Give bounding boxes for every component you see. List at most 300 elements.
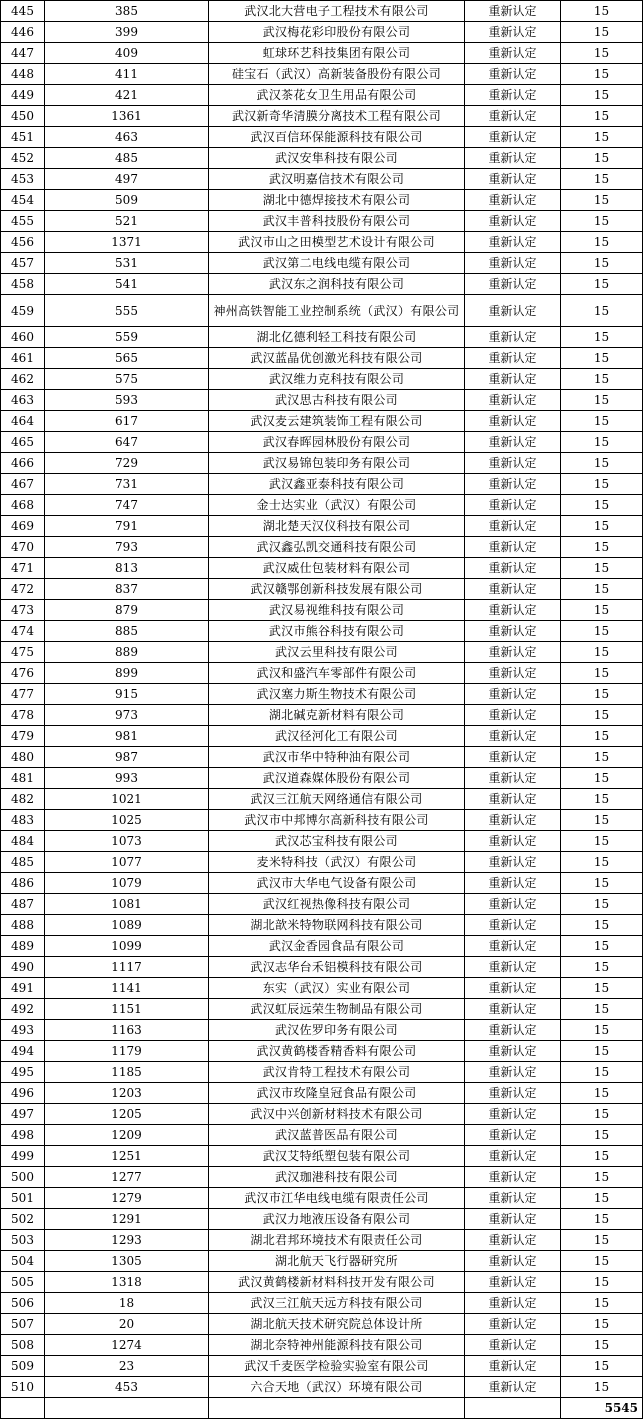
row-index-cell: 445 — [1, 1, 45, 22]
company-name-cell: 武汉易锦包装印务有限公司 — [209, 453, 465, 474]
status-cell: 重新认定 — [465, 663, 561, 684]
score-cell: 15 — [561, 1, 643, 22]
row-index-cell: 462 — [1, 369, 45, 390]
code-cell: 647 — [45, 432, 209, 453]
table-row — [1, 369, 643, 390]
row-index-cell: 474 — [1, 621, 45, 642]
code-cell: 1205 — [45, 1104, 209, 1125]
code-cell: 1185 — [45, 1062, 209, 1083]
code-cell: 731 — [45, 474, 209, 495]
row-index-cell: 479 — [1, 726, 45, 747]
score-cell: 15 — [561, 390, 643, 411]
score-cell: 15 — [561, 453, 643, 474]
code-cell: 981 — [45, 726, 209, 747]
table-row — [1, 211, 643, 232]
code-cell: 1293 — [45, 1230, 209, 1251]
row-index-cell: 466 — [1, 453, 45, 474]
company-name-cell: 武汉威仕包装材料有限公司 — [209, 558, 465, 579]
total-score-cell: 5545 — [561, 1398, 643, 1419]
row-index-cell: 456 — [1, 232, 45, 253]
code-cell: 729 — [45, 453, 209, 474]
company-name-cell: 武汉北大营电子工程技术有限公司 — [209, 1, 465, 22]
code-cell: 1318 — [45, 1272, 209, 1293]
status-cell: 重新认定 — [465, 190, 561, 211]
score-cell: 15 — [561, 43, 643, 64]
code-cell: 23 — [45, 1356, 209, 1377]
status-cell: 重新认定 — [465, 789, 561, 810]
status-cell: 重新认定 — [465, 1377, 561, 1398]
score-cell: 15 — [561, 957, 643, 978]
row-index-cell: 488 — [1, 915, 45, 936]
row-index-cell: 507 — [1, 1314, 45, 1335]
code-cell: 399 — [45, 22, 209, 43]
table-row — [1, 1, 643, 22]
table-row — [1, 474, 643, 495]
status-cell: 重新认定 — [465, 327, 561, 348]
table-row — [1, 999, 643, 1020]
score-cell: 15 — [561, 64, 643, 85]
score-cell: 15 — [561, 978, 643, 999]
company-name-cell: 武汉安隼科技有限公司 — [209, 148, 465, 169]
code-cell: 899 — [45, 663, 209, 684]
company-name-cell: 武汉塞力斯生物技术有限公司 — [209, 684, 465, 705]
table-row — [1, 1188, 643, 1209]
code-cell: 411 — [45, 64, 209, 85]
row-index-cell: 448 — [1, 64, 45, 85]
code-cell: 1361 — [45, 106, 209, 127]
score-cell: 15 — [561, 558, 643, 579]
code-cell: 593 — [45, 390, 209, 411]
score-cell: 15 — [561, 1209, 643, 1230]
score-cell: 15 — [561, 253, 643, 274]
table-row — [1, 253, 643, 274]
company-name-cell: 武汉市大华电气设备有限公司 — [209, 873, 465, 894]
table-row — [1, 148, 643, 169]
status-cell: 重新认定 — [465, 978, 561, 999]
status-cell: 重新认定 — [465, 1146, 561, 1167]
code-cell: 915 — [45, 684, 209, 705]
table-row — [1, 642, 643, 663]
table-row — [1, 327, 643, 348]
row-index-cell: 500 — [1, 1167, 45, 1188]
row-index-cell: 505 — [1, 1272, 45, 1293]
table-row — [1, 43, 643, 64]
status-cell: 重新认定 — [465, 558, 561, 579]
company-name-cell: 湖北歆米特物联网科技有限公司 — [209, 915, 465, 936]
score-cell: 15 — [561, 190, 643, 211]
code-cell: 463 — [45, 127, 209, 148]
company-name-cell: 武汉梅花彩印股份有限公司 — [209, 22, 465, 43]
code-cell: 1163 — [45, 1020, 209, 1041]
table-row — [1, 705, 643, 726]
table-row — [1, 663, 643, 684]
status-cell: 重新认定 — [465, 579, 561, 600]
score-cell: 15 — [561, 1041, 643, 1062]
code-cell: 1305 — [45, 1251, 209, 1272]
status-cell: 重新认定 — [465, 600, 561, 621]
company-name-cell: 武汉黄鹤楼香精香料有限公司 — [209, 1041, 465, 1062]
company-name-cell: 武汉维力克科技有限公司 — [209, 369, 465, 390]
company-name-cell: 武汉丰普科技股份有限公司 — [209, 211, 465, 232]
table-row — [1, 810, 643, 831]
company-name-cell: 神州高铁智能工业控制系统（武汉）有限公司 — [209, 295, 465, 327]
score-cell: 15 — [561, 495, 643, 516]
status-cell: 重新认定 — [465, 915, 561, 936]
company-name-cell: 武汉易视维科技有限公司 — [209, 600, 465, 621]
row-index-cell: 482 — [1, 789, 45, 810]
status-cell: 重新认定 — [465, 348, 561, 369]
score-cell: 15 — [561, 85, 643, 106]
status-cell: 重新认定 — [465, 873, 561, 894]
row-index-cell: 487 — [1, 894, 45, 915]
score-cell: 15 — [561, 1167, 643, 1188]
score-cell: 15 — [561, 169, 643, 190]
status-cell: 重新认定 — [465, 369, 561, 390]
table-row — [1, 190, 643, 211]
score-cell: 15 — [561, 1314, 643, 1335]
status-cell: 重新认定 — [465, 747, 561, 768]
row-index-cell: 503 — [1, 1230, 45, 1251]
table-row — [1, 894, 643, 915]
table-row — [1, 579, 643, 600]
score-cell: 15 — [561, 852, 643, 873]
table-row — [1, 274, 643, 295]
status-cell: 重新认定 — [465, 999, 561, 1020]
score-cell: 15 — [561, 915, 643, 936]
code-cell: 421 — [45, 85, 209, 106]
row-index-cell: 455 — [1, 211, 45, 232]
score-cell: 15 — [561, 999, 643, 1020]
score-cell: 15 — [561, 1188, 643, 1209]
table-row — [1, 537, 643, 558]
score-cell: 15 — [561, 1293, 643, 1314]
company-name-cell: 武汉肯特工程技术有限公司 — [209, 1062, 465, 1083]
score-cell: 15 — [561, 579, 643, 600]
company-name-cell: 东实（武汉）实业有限公司 — [209, 978, 465, 999]
status-cell: 重新认定 — [465, 295, 561, 327]
code-cell: 1025 — [45, 810, 209, 831]
score-cell: 15 — [561, 1251, 643, 1272]
row-index-cell: 490 — [1, 957, 45, 978]
score-cell: 15 — [561, 894, 643, 915]
score-cell: 15 — [561, 1146, 643, 1167]
company-name-cell: 武汉市华中特种油有限公司 — [209, 747, 465, 768]
code-cell: 879 — [45, 600, 209, 621]
company-name-cell: 武汉蓝晶优创激光科技有限公司 — [209, 348, 465, 369]
table-row — [1, 852, 643, 873]
company-name-cell: 武汉珈港科技有限公司 — [209, 1167, 465, 1188]
table-row — [1, 1377, 643, 1398]
code-cell: 987 — [45, 747, 209, 768]
row-index-cell: 457 — [1, 253, 45, 274]
company-name-cell: 武汉市江华电线电缆有限责任公司 — [209, 1188, 465, 1209]
score-cell: 15 — [561, 474, 643, 495]
row-index-cell: 506 — [1, 1293, 45, 1314]
company-name-cell: 武汉赣鄂创新科技发展有限公司 — [209, 579, 465, 600]
score-cell: 15 — [561, 148, 643, 169]
table-row — [1, 22, 643, 43]
table-row — [1, 1251, 643, 1272]
company-name-cell: 武汉蓝普医品有限公司 — [209, 1125, 465, 1146]
table-row — [1, 64, 643, 85]
row-index-cell: 484 — [1, 831, 45, 852]
company-name-cell: 武汉茶花女卫生用品有限公司 — [209, 85, 465, 106]
score-cell: 15 — [561, 747, 643, 768]
table-row — [1, 1167, 643, 1188]
company-name-cell: 湖北航天技术研究院总体设计所 — [209, 1314, 465, 1335]
status-cell: 重新认定 — [465, 1356, 561, 1377]
status-cell: 重新认定 — [465, 411, 561, 432]
code-cell: 18 — [45, 1293, 209, 1314]
status-cell: 重新认定 — [465, 453, 561, 474]
score-cell: 15 — [561, 684, 643, 705]
score-cell: 15 — [561, 411, 643, 432]
status-cell: 重新认定 — [465, 894, 561, 915]
code-cell: 791 — [45, 516, 209, 537]
company-name-cell: 虹球环艺科技集团有限公司 — [209, 43, 465, 64]
empty-cell — [1, 1398, 45, 1419]
score-cell: 15 — [561, 1062, 643, 1083]
empty-cell — [465, 1398, 561, 1419]
score-cell: 15 — [561, 327, 643, 348]
row-index-cell: 451 — [1, 127, 45, 148]
company-name-cell: 武汉黄鹤楼新材料科技开发有限公司 — [209, 1272, 465, 1293]
code-cell: 1274 — [45, 1335, 209, 1356]
score-cell: 15 — [561, 831, 643, 852]
status-cell: 重新认定 — [465, 684, 561, 705]
table-row — [1, 726, 643, 747]
row-index-cell: 509 — [1, 1356, 45, 1377]
company-name-cell: 武汉鑫弘凯交通科技有限公司 — [209, 537, 465, 558]
code-cell: 531 — [45, 253, 209, 274]
company-name-cell: 武汉和盛汽车零部件有限公司 — [209, 663, 465, 684]
code-cell: 453 — [45, 1377, 209, 1398]
row-index-cell: 497 — [1, 1104, 45, 1125]
company-name-cell: 六合天地（武汉）环境有限公司 — [209, 1377, 465, 1398]
code-cell: 993 — [45, 768, 209, 789]
row-index-cell: 465 — [1, 432, 45, 453]
row-index-cell: 480 — [1, 747, 45, 768]
row-index-cell: 464 — [1, 411, 45, 432]
table-row — [1, 1041, 643, 1062]
status-cell: 重新认定 — [465, 516, 561, 537]
company-name-cell: 武汉明嘉信技术有限公司 — [209, 169, 465, 190]
status-cell: 重新认定 — [465, 642, 561, 663]
status-cell: 重新认定 — [465, 85, 561, 106]
table-row — [1, 348, 643, 369]
row-index-cell: 499 — [1, 1146, 45, 1167]
status-cell: 重新认定 — [465, 1104, 561, 1125]
table-row — [1, 1230, 643, 1251]
row-index-cell: 454 — [1, 190, 45, 211]
company-name-cell: 武汉鑫亚泰科技有限公司 — [209, 474, 465, 495]
status-cell: 重新认定 — [465, 232, 561, 253]
score-cell: 15 — [561, 1356, 643, 1377]
code-cell: 617 — [45, 411, 209, 432]
row-index-cell: 471 — [1, 558, 45, 579]
table-row — [1, 169, 643, 190]
status-cell: 重新认定 — [465, 1272, 561, 1293]
table-row — [1, 873, 643, 894]
score-cell: 15 — [561, 768, 643, 789]
status-cell: 重新认定 — [465, 810, 561, 831]
table-row — [1, 915, 643, 936]
status-cell: 重新认定 — [465, 1251, 561, 1272]
score-cell: 15 — [561, 516, 643, 537]
row-index-cell: 494 — [1, 1041, 45, 1062]
company-name-cell: 武汉红视热像科技有限公司 — [209, 894, 465, 915]
table-row — [1, 747, 643, 768]
table-row — [1, 1083, 643, 1104]
status-cell: 重新认定 — [465, 274, 561, 295]
company-name-cell: 金士达实业（武汉）有限公司 — [209, 495, 465, 516]
score-cell: 15 — [561, 705, 643, 726]
status-cell: 重新认定 — [465, 169, 561, 190]
code-cell: 385 — [45, 1, 209, 22]
status-cell: 重新认定 — [465, 537, 561, 558]
row-index-cell: 452 — [1, 148, 45, 169]
company-name-cell: 硅宝石（武汉）高新装备股份有限公司 — [209, 64, 465, 85]
code-cell: 509 — [45, 190, 209, 211]
row-index-cell: 491 — [1, 978, 45, 999]
status-cell: 重新认定 — [465, 1083, 561, 1104]
score-cell: 15 — [561, 663, 643, 684]
code-cell: 409 — [45, 43, 209, 64]
status-cell: 重新认定 — [465, 495, 561, 516]
company-name-cell: 武汉市熊谷科技有限公司 — [209, 621, 465, 642]
company-name-cell: 麦米特科技（武汉）有限公司 — [209, 852, 465, 873]
table-row — [1, 621, 643, 642]
status-cell: 重新认定 — [465, 1062, 561, 1083]
code-cell: 541 — [45, 274, 209, 295]
row-index-cell: 472 — [1, 579, 45, 600]
row-index-cell: 508 — [1, 1335, 45, 1356]
table-row — [1, 106, 643, 127]
row-index-cell: 458 — [1, 274, 45, 295]
company-name-cell: 武汉东之润科技有限公司 — [209, 274, 465, 295]
score-cell: 15 — [561, 726, 643, 747]
status-cell: 重新认定 — [465, 936, 561, 957]
table-row — [1, 295, 643, 327]
status-cell: 重新认定 — [465, 957, 561, 978]
table-row — [1, 232, 643, 253]
status-cell: 重新认定 — [465, 1188, 561, 1209]
empty-cell — [45, 1398, 209, 1419]
score-cell: 15 — [561, 232, 643, 253]
status-cell: 重新认定 — [465, 127, 561, 148]
row-index-cell: 477 — [1, 684, 45, 705]
code-cell: 1277 — [45, 1167, 209, 1188]
company-name-cell: 武汉道森媒体股份有限公司 — [209, 768, 465, 789]
status-cell: 重新认定 — [465, 22, 561, 43]
table-row — [1, 1272, 643, 1293]
row-index-cell: 450 — [1, 106, 45, 127]
score-cell: 15 — [561, 789, 643, 810]
row-index-cell: 470 — [1, 537, 45, 558]
status-cell: 重新认定 — [465, 852, 561, 873]
status-cell: 重新认定 — [465, 1293, 561, 1314]
table-row — [1, 789, 643, 810]
code-cell: 1251 — [45, 1146, 209, 1167]
row-index-cell: 478 — [1, 705, 45, 726]
row-index-cell: 483 — [1, 810, 45, 831]
table-row — [1, 558, 643, 579]
company-name-cell: 湖北君邦环境技术有限责任公司 — [209, 1230, 465, 1251]
table-row — [1, 1293, 643, 1314]
score-cell: 15 — [561, 1377, 643, 1398]
score-cell: 15 — [561, 22, 643, 43]
score-cell: 15 — [561, 106, 643, 127]
table-row — [1, 684, 643, 705]
status-cell: 重新认定 — [465, 106, 561, 127]
status-cell: 重新认定 — [465, 1230, 561, 1251]
score-cell: 15 — [561, 1083, 643, 1104]
score-cell: 15 — [561, 369, 643, 390]
code-cell: 1079 — [45, 873, 209, 894]
table-row — [1, 1062, 643, 1083]
row-index-cell: 492 — [1, 999, 45, 1020]
table-row — [1, 1020, 643, 1041]
row-index-cell: 459 — [1, 295, 45, 327]
status-cell: 重新认定 — [465, 64, 561, 85]
company-name-cell: 武汉麦云建筑装饰工程有限公司 — [209, 411, 465, 432]
status-cell: 重新认定 — [465, 1335, 561, 1356]
row-index-cell: 504 — [1, 1251, 45, 1272]
company-name-cell: 武汉径河化工有限公司 — [209, 726, 465, 747]
row-index-cell: 489 — [1, 936, 45, 957]
code-cell: 813 — [45, 558, 209, 579]
code-cell: 1073 — [45, 831, 209, 852]
status-cell: 重新认定 — [465, 1, 561, 22]
row-index-cell: 475 — [1, 642, 45, 663]
company-name-cell: 武汉艾特纸塑包装有限公司 — [209, 1146, 465, 1167]
code-cell: 1291 — [45, 1209, 209, 1230]
row-index-cell: 510 — [1, 1377, 45, 1398]
score-cell: 15 — [561, 1104, 643, 1125]
company-name-cell: 武汉力地液压设备有限公司 — [209, 1209, 465, 1230]
row-index-cell: 476 — [1, 663, 45, 684]
status-cell: 重新认定 — [465, 621, 561, 642]
table-row — [1, 1356, 643, 1377]
row-index-cell: 496 — [1, 1083, 45, 1104]
company-name-cell: 湖北楚天汉仪科技有限公司 — [209, 516, 465, 537]
empty-cell — [209, 1398, 465, 1419]
code-cell: 1021 — [45, 789, 209, 810]
code-cell: 1117 — [45, 957, 209, 978]
code-cell: 1279 — [45, 1188, 209, 1209]
score-cell: 15 — [561, 1335, 643, 1356]
table-row — [1, 831, 643, 852]
table-row — [1, 516, 643, 537]
row-index-cell: 485 — [1, 852, 45, 873]
row-index-cell: 469 — [1, 516, 45, 537]
company-name-cell: 武汉市中邦博尔高新科技有限公司 — [209, 810, 465, 831]
company-name-cell: 武汉新奇华清膜分离技术工程有限公司 — [209, 106, 465, 127]
table-row — [1, 453, 643, 474]
company-name-cell: 武汉中兴创新材料技术有限公司 — [209, 1104, 465, 1125]
table-row — [1, 957, 643, 978]
code-cell: 889 — [45, 642, 209, 663]
status-cell: 重新认定 — [465, 1125, 561, 1146]
code-cell: 20 — [45, 1314, 209, 1335]
table-row — [1, 1314, 643, 1335]
company-name-cell: 武汉千麦医学检验实验室有限公司 — [209, 1356, 465, 1377]
code-cell: 1371 — [45, 232, 209, 253]
table-row — [1, 600, 643, 621]
table-row — [1, 390, 643, 411]
code-cell: 485 — [45, 148, 209, 169]
code-cell: 1203 — [45, 1083, 209, 1104]
